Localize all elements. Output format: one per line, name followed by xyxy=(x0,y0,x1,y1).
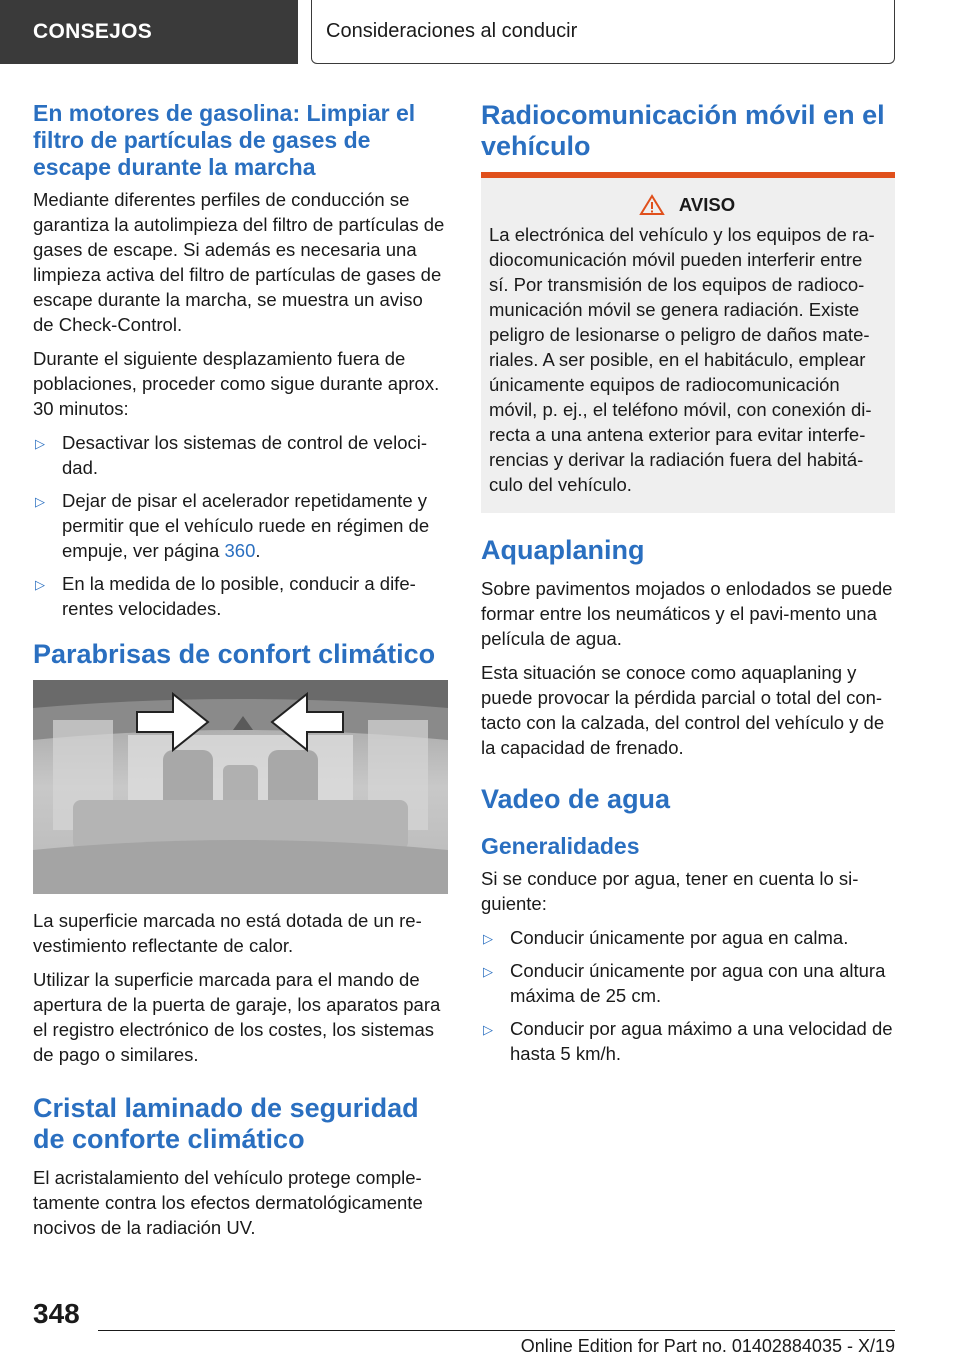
aquaplaning-paragraph-1: Sobre pavimentos mojados o enlodados se puede formar entre los neumáticos y el pavi-mento una película de agua. xyxy=(481,578,893,649)
list-item xyxy=(33,571,448,621)
warning-label: AVISO xyxy=(678,194,736,215)
warning-header xyxy=(489,194,885,216)
warning-triangle-icon xyxy=(639,194,665,216)
list-item-text: Conducir por agua máximo a una velocidad de hasta 5 km/h. xyxy=(510,1018,893,1064)
page-reference-link[interactable]: 360 xyxy=(224,540,256,561)
left-column xyxy=(33,100,448,1249)
list-item-text: Conducir únicamente por agua en calma. xyxy=(510,927,849,948)
wading-heading: Vadeo de agua xyxy=(481,784,671,814)
bullet-triangle-icon: ▷ xyxy=(35,577,45,592)
gasoline-filter-heading: En motores de gasolina: Limpiar el filtro de partículas de gases de escape durante la marcha xyxy=(33,100,416,180)
warning-box xyxy=(481,172,895,513)
wading-subheading: Generalidades xyxy=(481,833,640,859)
gasoline-paragraph-1: Mediante diferentes perfiles de conducción se garantiza la autolimpieza del filtro de partículas de gases de escape. Si además es necesaria una limpieza activa del filtro de partículas de gases de escape durante la marcha, se muestra un aviso de Check-Control. xyxy=(33,189,445,335)
gasoline-steps-list xyxy=(33,430,448,621)
list-item xyxy=(33,488,448,563)
list-item-text: En la medida de lo posible, conducir a dife-rentes velocidades. xyxy=(62,573,416,619)
list-item-text: Desactivar los sistemas de control de veloci-dad. xyxy=(62,432,428,478)
warning-text: La electrónica del vehículo y los equipos de ra-diocomunicación móvil pueden interferir entre sí. Por transmisión de los equipos de radioco-municación móvil se genera radiación. Existe peligro de lesionarse o peligro de daños mate-riales. A ser posible, en el habitáculo, emplear únicamente equipos de radiocomunicación móvil, p. ej., el teléfono móvil, con conexión di-recta a una antena exterior para evitar interfe-rencias y derivar la radiación fuera del habitá-culo del vehículo. xyxy=(489,224,875,495)
chapter-header xyxy=(311,0,895,64)
section-label: CONSEJOS xyxy=(33,20,153,43)
windscreen-paragraph-2: Utilizar la superficie marcada para el mando de apertura de la puerta de garaje, los aparatos para el registro electrónico de los costes, los sistemas de pago o similares. xyxy=(33,969,441,1065)
car-interior-image xyxy=(33,680,448,894)
gasoline-paragraph-2: Durante el siguiente desplazamiento fuera de poblaciones, proceder como sigue durante aprox. 30 minutos: xyxy=(33,348,440,419)
laminated-glass-heading: Cristal laminado de seguridad de conforte climático xyxy=(33,1093,419,1154)
page-number: 348 xyxy=(33,1298,80,1329)
right-column xyxy=(481,100,895,1076)
laminated-paragraph: El acristalamiento del vehículo protege comple-tamente contra los efectos dermatológicamente nocivos de la radiación UV. xyxy=(33,1167,423,1238)
bullet-triangle-icon: ▷ xyxy=(35,436,45,451)
radio-heading: Radiocomunicación móvil en el vehículo xyxy=(481,100,885,161)
chapter-title: Consideraciones al conducir xyxy=(326,20,578,42)
list-item xyxy=(481,958,895,1008)
windscreen-heading: Parabrisas de confort climático xyxy=(33,639,436,669)
section-tab xyxy=(0,0,298,64)
list-item-text: Conducir únicamente por agua con una altura máxima de 25 cm. xyxy=(510,960,886,1006)
bullet-triangle-icon: ▷ xyxy=(483,1022,493,1037)
windscreen-paragraph-1: La superficie marcada no está dotada de un re-vestimiento reflectante de calor. xyxy=(33,910,422,956)
wading-rules-list xyxy=(481,925,895,1066)
list-item xyxy=(481,1016,895,1066)
wading-paragraph: Si se conduce por agua, tener en cuenta lo si-guiente: xyxy=(481,868,859,914)
list-item xyxy=(33,430,448,480)
bullet-triangle-icon: ▷ xyxy=(483,931,493,946)
footer-edition: Online Edition for Part no. 01402884035 - X/19 xyxy=(520,1336,895,1356)
footer-divider xyxy=(98,1330,895,1331)
bullet-triangle-icon: ▷ xyxy=(35,494,45,509)
list-item-text: Dejar de pisar el acelerador repetidamente y permitir que el vehículo ruede en régimen de empuje, ver página xyxy=(62,490,430,561)
list-item xyxy=(481,925,895,950)
aquaplaning-heading: Aquaplaning xyxy=(481,535,645,565)
bullet-triangle-icon: ▷ xyxy=(483,964,493,979)
aquaplaning-paragraph-2: Esta situación se conoce como aquaplaning y puede provocar la pérdida parcial o total del con-tacto con la calzada, del control del vehículo y de la capacidad de frenado. xyxy=(481,662,885,758)
list-item-end: . xyxy=(255,540,261,561)
